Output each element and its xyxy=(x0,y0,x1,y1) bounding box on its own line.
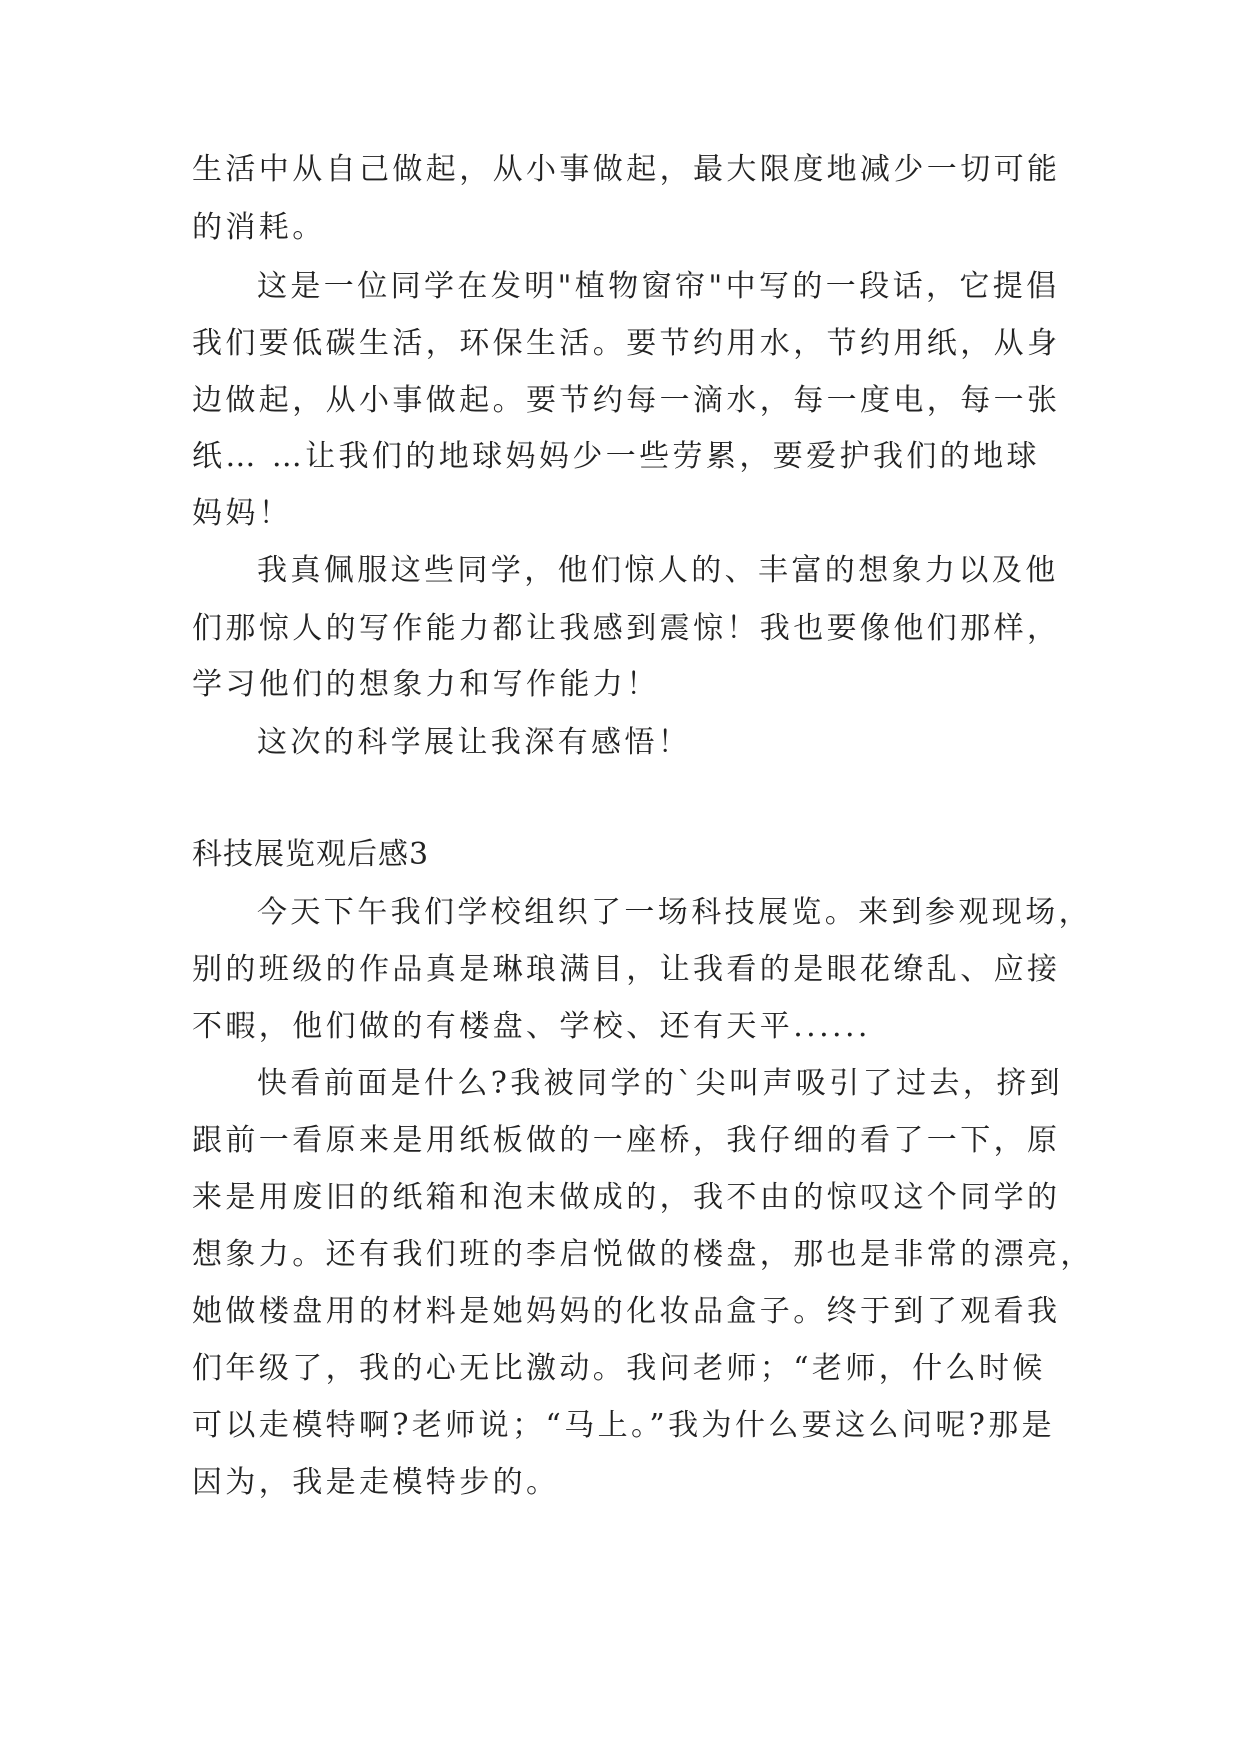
section-heading: 科技展览观后感3 xyxy=(192,837,430,872)
paragraph-line: 快看前面是什么?我被同学的`尖叫声吸引了过去，挤到 xyxy=(257,1066,1064,1101)
paragraph-line: 的消耗。 xyxy=(192,210,326,245)
paragraph-line: 她做楼盘用的材料是她妈妈的化妆品盒子。终于到了观看我 xyxy=(192,1294,1061,1329)
paragraph-line: 跟前一看原来是用纸板做的一座桥，我仔细的看了一下，原 xyxy=(192,1123,1061,1158)
paragraph-line: 纸… …让我们的地球妈妈少一些劳累，要爱护我们的地球 xyxy=(192,439,1040,474)
paragraph-line: 不暇，他们做的有楼盘、学校、还有天平...... xyxy=(192,1009,871,1044)
paragraph-line: 想象力。还有我们班的李启悦做的楼盘，那也是非常的漂亮， xyxy=(192,1237,1094,1272)
paragraph-line: 学习他们的想象力和写作能力！ xyxy=(192,667,660,702)
paragraph-line: 生活中从自己做起，从小事做起，最大限度地减少一切可能 xyxy=(192,152,1061,187)
paragraph-line: 因为，我是走模特步的。 xyxy=(192,1465,560,1500)
paragraph-line: 妈妈！ xyxy=(192,496,293,531)
paragraph-line: 们那惊人的写作能力都让我感到震惊！我也要像他们那样， xyxy=(192,611,1061,646)
paragraph-line: 我们要低碳生活，环保生活。要节约用水，节约用纸，从身 xyxy=(192,326,1061,361)
paragraph-line: 可以走模特啊?老师说；“马上。”我为什么要这么问呢?那是 xyxy=(192,1408,1056,1443)
paragraph-line: 这是一位同学在发明"植物窗帘"中写的一段话，它提倡 xyxy=(257,269,1060,304)
paragraph-line: 别的班级的作品真是琳琅满目，让我看的是眼花缭乱、应接 xyxy=(192,952,1061,987)
paragraph-line: 们年级了，我的心无比激动。我问老师；“老师，什么时候 xyxy=(192,1351,1046,1386)
paragraph-line: 来是用废旧的纸箱和泡末做成的，我不由的惊叹这个同学的 xyxy=(192,1180,1061,1215)
paragraph-line: 我真佩服这些同学，他们惊人的、丰富的想象力以及他 xyxy=(257,553,1059,588)
paragraph-line: 今天下午我们学校组织了一场科技展览。来到参观现场， xyxy=(257,895,1092,930)
paragraph-line: 边做起，从小事做起。要节约每一滴水，每一度电，每一张 xyxy=(192,383,1061,418)
paragraph-line: 这次的科学展让我深有感悟！ xyxy=(257,725,692,760)
